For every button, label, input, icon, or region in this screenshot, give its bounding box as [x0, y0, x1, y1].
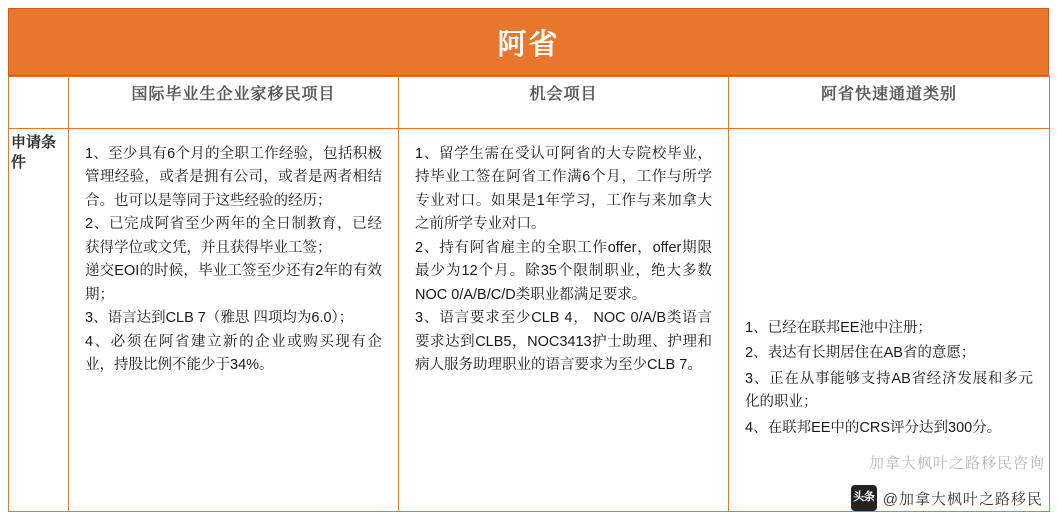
- watermark-text: 加拿大枫叶之路移民咨询: [868, 455, 1045, 472]
- toutiao-logo-icon: 头条: [851, 485, 877, 511]
- source-badge-label: @加拿大枫叶之路移民: [882, 490, 1043, 508]
- cell-c-item-1: 1、已经在联邦EE池中注册；: [745, 320, 932, 336]
- row-label-requirements: 申请条件: [9, 129, 69, 512]
- cell-program-c-requirements: [729, 129, 1050, 512]
- cell-a-item-1: 1、至少具有6个月的全职工作经验，包括积极管理经验，或者是拥有公司，或者是两者相结合。也可以是等同于这些经验的经历；: [85, 146, 382, 209]
- page-title: 阿省: [497, 28, 560, 61]
- column-header-program-b: 机会项目: [399, 77, 729, 129]
- column-header-program-a: 国际毕业生企业家移民项目: [69, 77, 399, 129]
- cell-b-item-3: 3、语言要求至少CLB 4， NOC 0/A/B类语言要求达到CLB5，NOC3413护士助理、护理和病人服务助理职业的语言要求为至少CLB 7。: [415, 310, 712, 374]
- header-band: [8, 8, 1049, 76]
- cell-a-item-4: 3、语言达到CLB 7（雅思 四项均为6.0）；: [85, 310, 354, 327]
- cell-c-item-2: 2、表达有长期居住在AB省的意愿；: [745, 345, 976, 362]
- cell-a-item-2: 2、已完成阿省至少两年的全日制教育，已经获得学位或文凭，并且获得毕业工签；: [85, 216, 382, 256]
- cell-c-item-3: 3、正在从事能够支持AB省经济发展和多元化的职业；: [745, 370, 1033, 411]
- cell-program-a-requirements: [69, 129, 399, 512]
- column-header-blank: [9, 77, 69, 129]
- cell-a-item-5: 4、必须在阿省建立新的企业或购买现有企业，持股比例不能少于34%。: [85, 333, 382, 374]
- cell-b-item-1: 1、留学生需在受认可阿省的大专院校毕业，持毕业工签在阿省工作满6个月，工作与所学专业对口。如果是1年学习，工作与来加拿大之前所学专业对口。: [415, 146, 712, 233]
- cell-a-item-3: 递交EOI的时候，毕业工签至少还有2年的有效期；: [85, 263, 382, 303]
- comparison-table: [8, 76, 1050, 512]
- table-body: [9, 129, 1050, 512]
- table-header-row: [9, 77, 1050, 129]
- cell-b-item-2: 2、持有阿省雇主的全职工作offer，offer期限最少为12个月。除35个限制职业，绝大多数 NOC 0/A/B/C/D类职业都满足要求。: [415, 239, 712, 303]
- table-header: [9, 77, 1050, 129]
- cell-c-item-4: 4、在联邦EE中的CRS评分达到300分。: [745, 419, 1002, 436]
- table-row: [9, 129, 1050, 512]
- source-badge: [851, 485, 1043, 511]
- column-header-program-c: 阿省快速通道类别: [729, 77, 1050, 129]
- cell-program-b-requirements: [399, 129, 729, 512]
